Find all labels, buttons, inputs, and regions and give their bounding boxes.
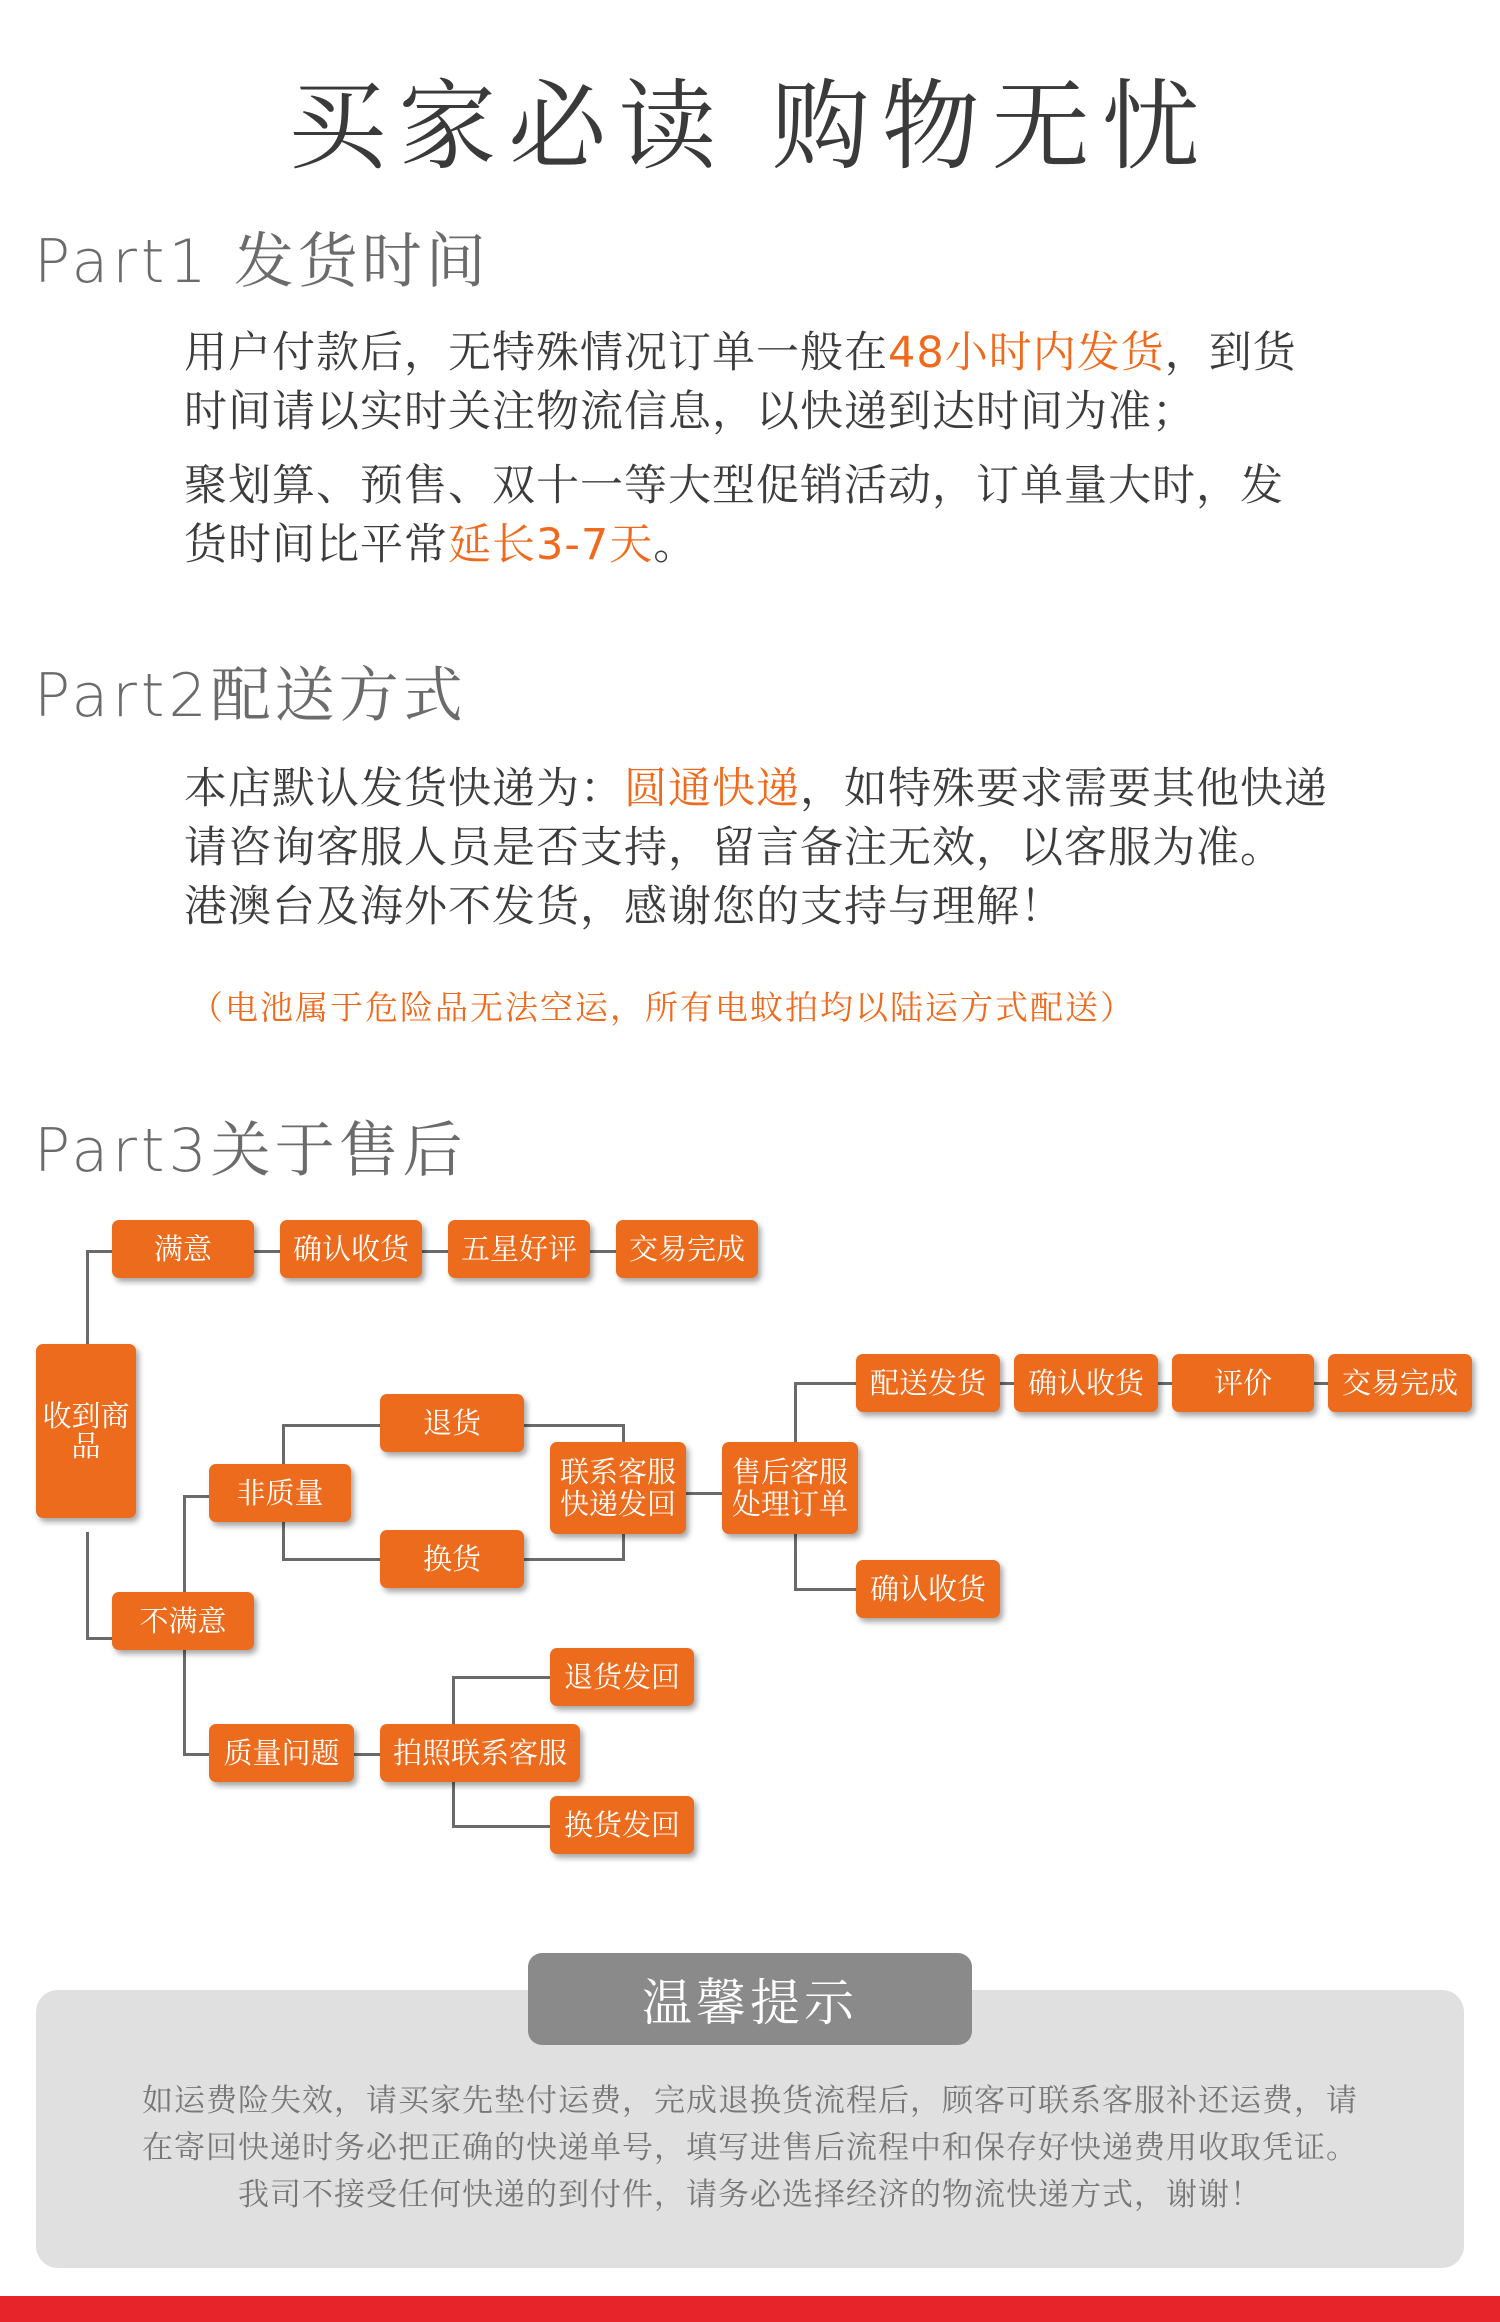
connector-line <box>354 1753 380 1756</box>
connector-line <box>1000 1382 1014 1385</box>
flow-confirm-receipt-1: 确认收货 <box>280 1220 422 1278</box>
tips-line-1: 如运费险失效，请买家先垫付运费，完成退换货流程后，顾客可联系客服补还运费，请 <box>142 2083 1358 2119</box>
bottom-banner-bar <box>0 2296 1500 2322</box>
flow-non-quality: 非质量 <box>209 1464 351 1522</box>
part1-p1-text-a: 用户付款后，无特殊情况订单一般在 <box>184 328 888 378</box>
flow-review: 评价 <box>1172 1354 1314 1412</box>
connector-line <box>183 1495 209 1498</box>
connector-line <box>452 1676 550 1679</box>
connector-line <box>524 1424 624 1427</box>
part2-heading: Part2配送方式 <box>34 661 467 731</box>
flow-done-1: 交易完成 <box>616 1220 758 1278</box>
connector-line <box>422 1250 448 1253</box>
connector-line <box>1314 1382 1328 1385</box>
flow-return-ship-back: 退货发回 <box>550 1648 694 1706</box>
part1-p2-text-a: 聚划算、预售、双十一等大型促销活动，订单量大时，发 <box>184 461 1284 511</box>
connector-line <box>282 1424 380 1427</box>
part1-p2-text-b: 货时间比平常 <box>184 520 448 570</box>
part2-l3-text: 港澳台及海外不发货，感谢您的支持与理解！ <box>184 882 1064 932</box>
connector-line <box>794 1588 856 1591</box>
part2-l1-text-a: 本店默认发货快递为： <box>184 764 624 814</box>
connector-line <box>590 1250 616 1253</box>
flow-contact-line-1: 联系客服 <box>559 1455 676 1489</box>
tips-title-button: 温馨提示 <box>528 1953 972 2045</box>
connector-line <box>86 1250 112 1253</box>
flow-done-2: 交易完成 <box>1328 1354 1472 1412</box>
flow-satisfied: 满意 <box>112 1220 254 1278</box>
flow-return: 退货 <box>380 1394 524 1452</box>
connector-line <box>86 1532 89 1640</box>
part1-p1-text-c: 时间请以实时关注物流信息，以快递到达时间为准； <box>184 387 1196 437</box>
flow-five-star: 五星好评 <box>448 1220 590 1278</box>
connector-line <box>183 1753 209 1756</box>
part2-note: （电池属于危险品无法空运，所有电蚊拍均以陆运方式配送） <box>190 988 1135 1027</box>
page-title: 买家必读 购物无忧 <box>288 70 1212 184</box>
connector-line <box>1158 1382 1172 1385</box>
flow-contact-line-2: 快递发回 <box>559 1487 676 1521</box>
flow-received: 收到商品 <box>36 1344 136 1518</box>
flow-confirm-receipt-2: 确认收货 <box>1014 1354 1158 1412</box>
flow-contact-ship-back <box>550 1442 686 1534</box>
connector-line <box>282 1558 380 1561</box>
part1-paragraph-1 <box>184 324 1444 442</box>
part1-p1-text-b: ，到货 <box>1164 328 1297 378</box>
connector-line <box>254 1250 280 1253</box>
flow-deliver: 配送发货 <box>856 1354 1000 1412</box>
part2-l1-text-b: ，如特殊要求需要其他快递 <box>800 764 1328 814</box>
flow-after-sales-line-2: 处理订单 <box>731 1487 848 1521</box>
flow-photo-contact: 拍照联系客服 <box>380 1724 580 1782</box>
flow-quality-issue: 质量问题 <box>209 1724 354 1782</box>
part3-heading: Part3关于售后 <box>34 1116 467 1186</box>
part2-paragraph <box>184 760 1444 937</box>
part1-p2-highlight: 延长3-7天 <box>448 520 654 570</box>
part1-heading: Part1 发货时间 <box>34 227 490 297</box>
part1-p1-highlight: 48小时内发货 <box>888 328 1165 378</box>
part1-paragraph-2 <box>184 457 1444 575</box>
flow-exchange: 换货 <box>380 1530 524 1588</box>
tips-text <box>70 2078 1430 2219</box>
part1-p2-text-c: 。 <box>653 520 698 570</box>
flow-after-sales-line-1: 售后客服 <box>731 1455 848 1489</box>
connector-line <box>794 1382 856 1385</box>
flow-after-sales <box>722 1442 858 1534</box>
flow-unsatisfied: 不满意 <box>112 1592 254 1650</box>
connector-line <box>524 1558 624 1561</box>
connector-line <box>686 1492 722 1495</box>
part2-l1-highlight: 圆通快递 <box>624 764 800 814</box>
flow-exchange-ship-back: 换货发回 <box>550 1796 694 1854</box>
connector-line <box>86 1637 112 1640</box>
tips-line-2: 在寄回快递时务必把正确的快递单号，填写进售后流程中和保存好快递费用收取凭证。 <box>142 2130 1358 2166</box>
flow-confirm-receipt-3: 确认收货 <box>856 1560 1000 1618</box>
part2-l2-text: 请咨询客服人员是否支持，留言备注无效，以客服为准。 <box>184 823 1284 873</box>
tips-line-3: 我司不接受任何快递的到付件，请务必选择经济的物流快递方式，谢谢！ <box>238 2177 1262 2213</box>
connector-line <box>452 1825 550 1828</box>
